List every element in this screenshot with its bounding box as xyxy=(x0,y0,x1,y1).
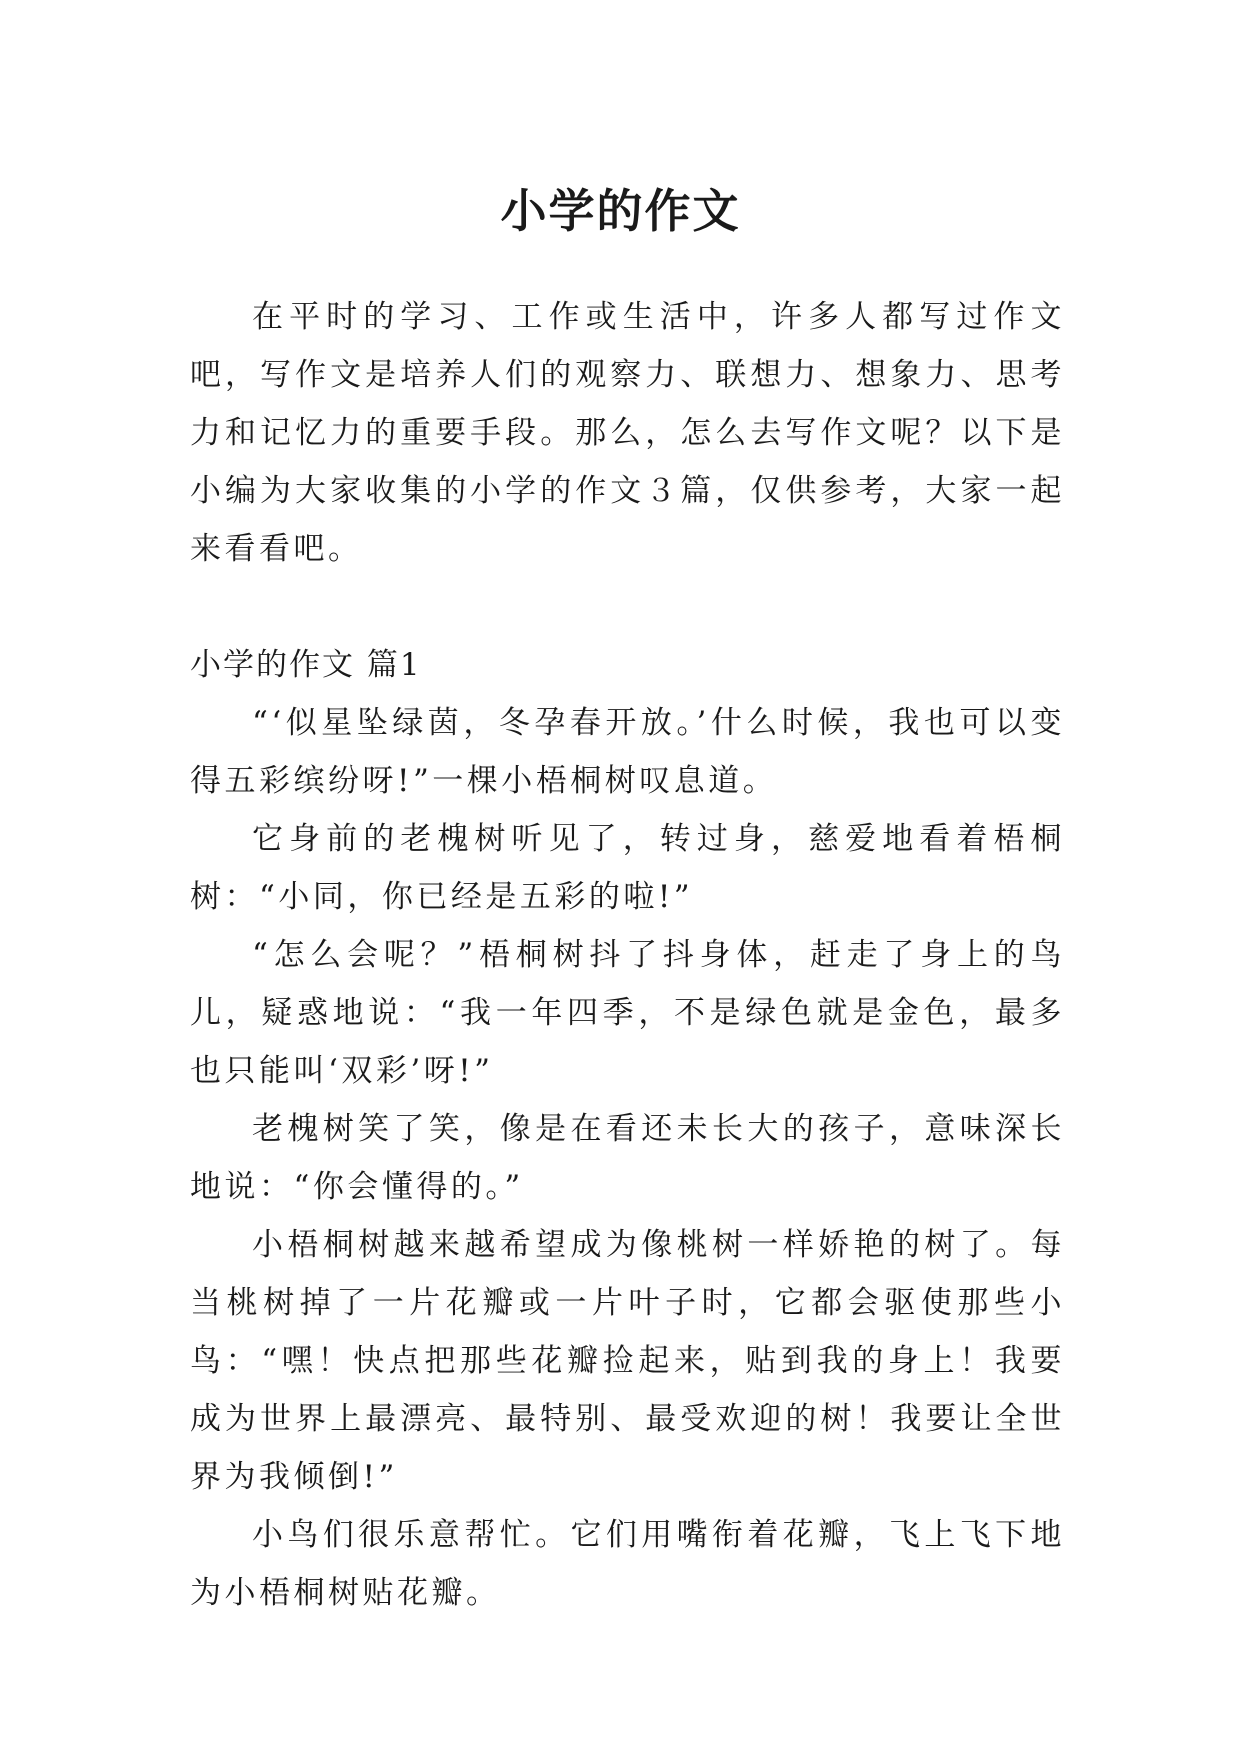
document-body xyxy=(190,288,1065,1622)
section-heading: 小学的作文 篇1 xyxy=(190,647,422,683)
story-paragraph: “怎么会呢？”梧桐树抖了抖身体，赶走了身上的鸟儿，疑惑地说：“我一年四季，不是绿色就是金色，最多也只能叫‘双彩’呀!” xyxy=(190,937,1065,1089)
story-paragraph: 老槐树笑了笑，像是在看还未长大的孩子，意味深长地说：“你会懂得的。” xyxy=(190,1111,1065,1205)
document-title: 小学的作文 xyxy=(500,183,741,238)
story-paragraph: “‘似星坠绿茵，冬孕春开放。’什么时候，我也可以变得五彩缤纷呀!”一棵小梧桐树叹息道。 xyxy=(190,705,1065,799)
intro-paragraph: 在平时的学习、工作或生活中，许多人都写过作文吧，写作文是培养人们的观察力、联想力、想象力、思考力和记忆力的重要手段。那么，怎么去写作文呢？以下是小编为大家收集的小学的作文３篇，仅供参考，大家一起来看看吧。 xyxy=(190,299,1065,567)
story-paragraph: 小梧桐树越来越希望成为像桃树一样娇艳的树了。每当桃树掉了一片花瓣或一片叶子时，它都会驱使那些小鸟：“嘿！快点把那些花瓣捡起来，贴到我的身上！我要成为世界上最漂亮、最特别、最受欢迎的树！我要让全世界为我倾倒!” xyxy=(190,1227,1065,1495)
story-paragraph: 它身前的老槐树听见了，转过身，慈爱地看着梧桐树：“小同，你已经是五彩的啦!” xyxy=(190,821,1065,915)
story-paragraph: 小鸟们很乐意帮忙。它们用嘴衔着花瓣，飞上飞下地为小梧桐树贴花瓣。 xyxy=(190,1517,1065,1611)
